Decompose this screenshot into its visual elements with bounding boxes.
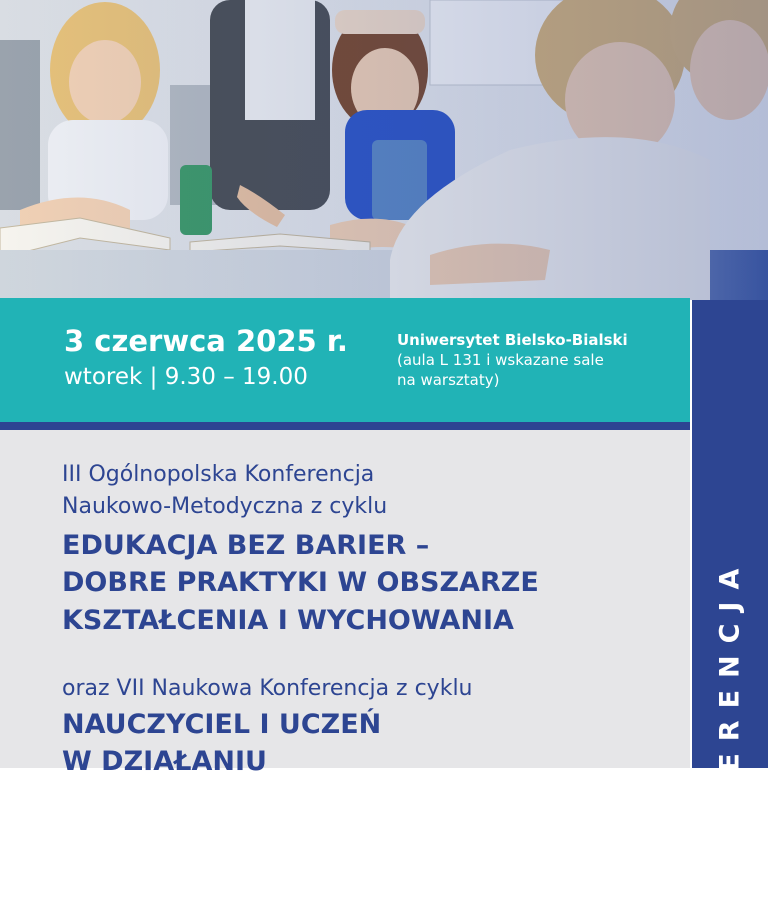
conference1-title-line1: EDUKACJA BEZ BARIER – xyxy=(62,530,430,561)
event-venue xyxy=(397,330,628,390)
conference1-intro-line2: Naukowo-Metodyczna z cyklu xyxy=(62,494,388,519)
venue-name: Uniwersytet Bielsko-Bialski xyxy=(397,331,628,349)
venue-detail-line2: na warsztaty) xyxy=(397,371,500,389)
header-photo xyxy=(0,0,768,300)
conference1-title-line2: DOBRE PRAKTYKI W OBSZARZE xyxy=(62,567,539,598)
conference1-title-line3: KSZTAŁCENIA I WYCHOWANIA xyxy=(62,605,514,636)
side-label-container xyxy=(692,300,768,903)
conference1-intro-line1: III Ogólnopolska Konferencja xyxy=(62,462,375,487)
section-divider xyxy=(0,422,690,430)
conference2-intro: oraz VII Naukowa Konferencja z cyklu xyxy=(62,676,473,701)
event-time: wtorek | 9.30 – 19.00 xyxy=(64,364,308,390)
side-label: KONFERENCJA xyxy=(714,556,746,903)
event-date: 3 czerwca 2025 r. xyxy=(64,324,348,358)
venue-detail-line1: (aula L 131 i wskazane sale xyxy=(397,351,604,369)
conference2-title-line2: W DZIAŁANIU xyxy=(62,746,267,777)
conference2-title-line1: NAUCZYCIEL I UCZEŃ xyxy=(62,709,382,740)
